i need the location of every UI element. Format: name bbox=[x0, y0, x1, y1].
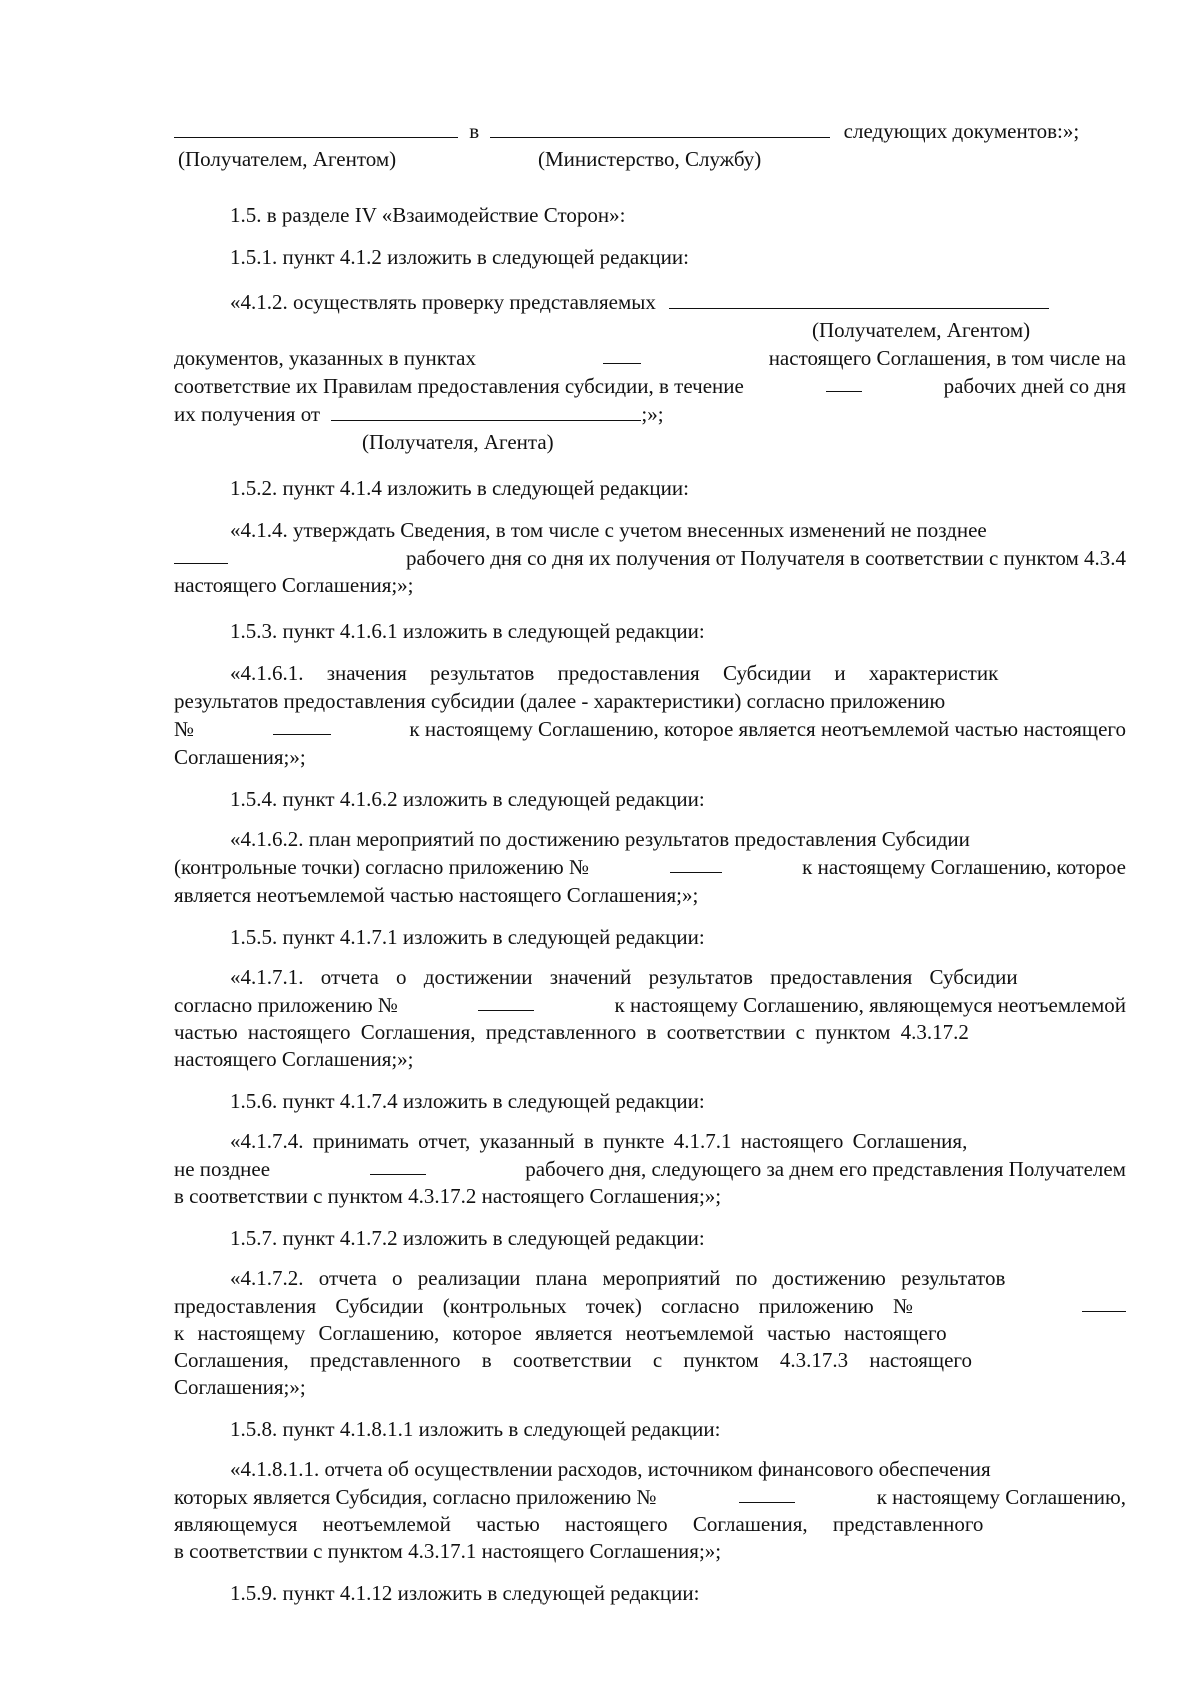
section-heading-1-5: 1.5. в разделе IV «Взаимодействие Сторон»: bbox=[230, 203, 626, 227]
connector-text: в bbox=[469, 119, 480, 143]
caption-recipient: (Получателем, Агентом) bbox=[812, 318, 1031, 342]
quote-4-1-7-4-line-3: в соответствии с пунктом 4.3.17.2 настоящего Соглашения;»; bbox=[174, 1184, 722, 1208]
quote-4-1-8-1-1-line-3: являющемуся неотъемлемой частью настоящего Соглашения, представленного bbox=[174, 1512, 984, 1536]
section-heading-1-5-9: 1.5.9. пункт 4.1.12 изложить в следующей редакции: bbox=[230, 1581, 700, 1605]
quote-4-1-7-2-line-5: Соглашения;»; bbox=[174, 1375, 306, 1399]
quote-4-1-2-line-3: соответствие их Правилам предоставления субсидии, в течение рабочих дней со дня bbox=[174, 374, 1126, 398]
quote-4-1-7-2-line-2: предоставления Субсидии (контрольных точек) согласно приложению № bbox=[174, 1293, 1126, 1320]
section-heading-1-5-8: 1.5.8. пункт 4.1.8.1.1 изложить в следующей редакции: bbox=[230, 1417, 721, 1441]
section-heading-1-5-1: 1.5.1. пункт 4.1.2 изложить в следующей редакции: bbox=[230, 245, 689, 269]
blank-field bbox=[273, 716, 331, 735]
quote-4-1-6-2-line-1: «4.1.6.2. план мероприятий по достижению результатов предоставления Субсидии bbox=[230, 827, 970, 851]
blank-field bbox=[478, 992, 534, 1011]
quote-4-1-7-1-line-4: настоящего Соглашения;»; bbox=[174, 1047, 414, 1071]
blank-field bbox=[174, 119, 458, 138]
blank-field bbox=[370, 1156, 426, 1175]
quote-4-1-7-2-line-1: «4.1.7.2. отчета о реализации плана мероприятий по достижению результатов bbox=[230, 1266, 1006, 1290]
quote-4-1-4-line-3: настоящего Соглашения;»; bbox=[174, 573, 414, 597]
section-heading-1-5-3: 1.5.3. пункт 4.1.6.1 изложить в следующей редакции: bbox=[230, 619, 705, 643]
suffix-text: следующих документов:»; bbox=[843, 119, 1080, 143]
section-heading-1-5-6: 1.5.6. пункт 4.1.7.4 изложить в следующей редакции: bbox=[230, 1089, 705, 1113]
blank-field bbox=[174, 545, 228, 564]
blank-field bbox=[490, 119, 830, 138]
quote-4-1-8-1-1-line-2: которых является Субсидия, согласно приложению № к настоящему Соглашению, bbox=[174, 1485, 1126, 1509]
quote-4-1-6-1-line-2: результатов предоставления субсидии (далее - характеристики) согласно приложению bbox=[174, 689, 946, 713]
blank-field bbox=[1082, 1293, 1126, 1312]
quote-4-1-7-2-line-3: к настоящему Соглашению, которое является неотъемлемой частью настоящего bbox=[174, 1321, 947, 1345]
section-heading-1-5-4: 1.5.4. пункт 4.1.6.2 изложить в следующей редакции: bbox=[230, 787, 705, 811]
quote-4-1-2-line-2: документов, указанных в пунктах настоящего Соглашения, в том числе на bbox=[174, 346, 1126, 370]
section-heading-1-5-7: 1.5.7. пункт 4.1.7.2 изложить в следующей редакции: bbox=[230, 1226, 705, 1250]
quote-4-1-4-line-2: рабочего дня со дня их получения от Получателя в соответствии с пунктом 4.3.4 bbox=[174, 545, 1126, 572]
caption-recipient-gen: (Получателя, Агента) bbox=[362, 430, 554, 454]
top-fill-line bbox=[174, 118, 1079, 145]
quote-4-1-2-line-1: «4.1.2. осуществлять проверку представляемых bbox=[230, 289, 1049, 316]
quote-4-1-7-4-line-2: не позднее рабочего дня, следующего за днем его представления Получателем bbox=[174, 1157, 1126, 1181]
quote-4-1-2-line-4: их получения от ;»; bbox=[174, 402, 664, 426]
blank-field bbox=[603, 345, 641, 364]
blank-field bbox=[826, 373, 862, 392]
quote-4-1-6-2-line-2: (контрольные точки) согласно приложению № к настоящему Соглашению, которое bbox=[174, 855, 1126, 879]
quote-4-1-8-1-1-line-4: в соответствии с пунктом 4.3.17.1 настоящего Соглашения;»; bbox=[174, 1539, 722, 1563]
quote-4-1-7-4-line-1: «4.1.7.4. принимать отчет, указанный в пункте 4.1.7.1 настоящего Соглашения, bbox=[230, 1129, 968, 1153]
section-heading-1-5-2: 1.5.2. пункт 4.1.4 изложить в следующей редакции: bbox=[230, 476, 689, 500]
quote-4-1-6-1-line-4: Соглашения;»; bbox=[174, 745, 306, 769]
blank-field bbox=[739, 1484, 795, 1503]
blank-field bbox=[670, 854, 722, 873]
quote-4-1-7-1-line-2: согласно приложению № к настоящему Соглашению, являющемуся неотъемлемой bbox=[174, 993, 1126, 1017]
caption-left: (Получателем, Агентом) bbox=[178, 147, 397, 171]
blank-field bbox=[331, 402, 641, 421]
quote-4-1-7-1-line-3: частью настоящего Соглашения, представленного в соответствии с пунктом 4.3.17.2 bbox=[174, 1020, 969, 1044]
quote-4-1-6-1-line-1: «4.1.6.1. значения результатов предоставления Субсидии и характеристик bbox=[230, 661, 999, 685]
section-heading-1-5-5: 1.5.5. пункт 4.1.7.1 изложить в следующей редакции: bbox=[230, 925, 705, 949]
quote-4-1-7-1-line-1: «4.1.7.1. отчета о достижении значений результатов предоставления Субсидии bbox=[230, 965, 1018, 989]
blank-field bbox=[669, 290, 1049, 309]
quote-4-1-4-line-1: «4.1.4. утверждать Сведения, в том числе с учетом внесенных изменений не позднее bbox=[230, 518, 987, 542]
caption-right: (Министерство, Службу) bbox=[538, 147, 762, 171]
quote-4-1-8-1-1-line-1: «4.1.8.1.1. отчета об осуществлении расходов, источником финансового обеспечения bbox=[230, 1457, 991, 1481]
quote-4-1-6-2-line-3: является неотъемлемой частью настоящего Соглашения;»; bbox=[174, 883, 699, 907]
quote-4-1-7-2-line-4: Соглашения, представленного в соответствии с пунктом 4.3.17.3 настоящего bbox=[174, 1348, 972, 1372]
quote-4-1-6-1-line-3: № к настоящему Соглашению, которое является неотъемлемой частью настоящего bbox=[174, 717, 1126, 741]
